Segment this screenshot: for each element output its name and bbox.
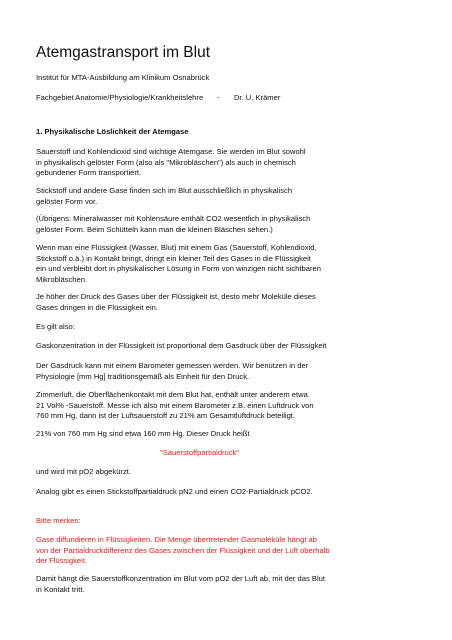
- text-line: Es gilt also:: [36, 322, 75, 331]
- paragraph: [36, 292, 316, 313]
- highlighted-term: [160, 448, 239, 459]
- text-line: Sauerstoff und Kohlendioxid sind wichtige Atemgase. Sie werden im Blut sowohl: [36, 147, 306, 156]
- text-line: Mikrobläschen.: [36, 274, 88, 284]
- text-line: Wenn man eine Flüssigkeit (Wasser, Blut) mit einem Gas (Sauerstoff, Kohlendioxid,: [36, 243, 317, 252]
- text-line: in physikalisch gelöster Form (also als "Mikrobläschen") als auch in chemisch: [36, 157, 296, 167]
- text-line: ein und verbleibt dort in physikalischer Lösung in Form von winzigen nicht sichtbaren: [36, 264, 321, 274]
- text-line: "Sauerstoffpartialdruck": [160, 448, 240, 457]
- text-line: Stickstoff und andere Gase finden sich im Blut ausschließlich in physikalisch: [36, 186, 293, 195]
- section-heading: 1. Physikalische Löslichkeit der Atemgase: [36, 127, 189, 136]
- paragraph: [36, 429, 250, 440]
- note-heading: [36, 516, 81, 527]
- paragraph: [36, 147, 306, 179]
- text-line: Damit hängt die Sauerstoffkonzentration im Blut vom pO2 der Luft ab, mit der das Blut: [36, 574, 325, 583]
- text-line: Bitte merken:: [36, 516, 81, 525]
- paragraph: [36, 341, 326, 352]
- document-title: Atemgastransport im Blut: [36, 44, 211, 61]
- text-line: von der Partialdruckdifferenz des Gases zwischen der Flüssigkeit und der Luft oberhalb: [36, 545, 330, 555]
- text-line: Gaskonzentration in der Flüssigkeit ist proportional dem Gasdruck über der Flüssigkeit: [36, 341, 327, 350]
- text-line: (Übrigens: Mineralwasser mit Kohlensäure enthält CO2 wesentlich in physikalisch: [36, 214, 311, 223]
- paragraph: [36, 214, 310, 235]
- text-line: Gase diffundieren in Flüssigkeiten. Die Menge übertretender Gasmoleküle hängt ab: [36, 535, 317, 544]
- text-line: und wird mit pO2 abgekürzt.: [36, 467, 131, 476]
- paragraph: [36, 467, 131, 478]
- department-line: [36, 93, 280, 102]
- text-line: Gases dringen in die Flüssigkeit ein.: [36, 302, 158, 312]
- paragraph: [36, 322, 75, 333]
- paragraph: [36, 243, 321, 285]
- text-line: Zimmerluft, die Oberflächenkontakt mit dem Blut hat, enthält unter anderem etwa: [36, 390, 308, 399]
- paragraph: [36, 186, 292, 207]
- department-field: Fachgebiet Anatomie/Physiologie/Krankheitslehre: [36, 93, 204, 102]
- department-author: Dr. U. Krämer: [233, 93, 281, 102]
- text-line: der Flüssigkeit.: [36, 556, 88, 566]
- paragraph: [36, 390, 314, 422]
- text-line: Analog gibt es einen Stickstoffpartialdruck pN2 und einen CO2-Partialdruck pCO2.: [36, 487, 313, 496]
- text-line: Physiologie [mm Hg] traditionsgemäß als Einheit für den Druck.: [36, 371, 250, 381]
- text-line: gelöster Form vor.: [36, 196, 98, 206]
- text-line: in Kontakt tritt.: [36, 584, 85, 594]
- text-line: Je höher der Druck des Gases über der Flüssigkeit ist, desto mehr Moleküle dieses: [36, 292, 316, 301]
- text-line: 760 mm Hg, dann ist der Luftsauerstoff zu 21% am Gesamtluftdruck beteiligt.: [36, 411, 296, 421]
- text-line: Der Gasdruck kann mit einem Barometer gemessen werden. Wir benutzen in der: [36, 361, 309, 370]
- text-line: gelöster Form. Beim Schütteln kann man die kleinen Bläschen sehen.): [36, 224, 273, 234]
- paragraph: [36, 361, 308, 382]
- text-line: gebundener Form transportiert.: [36, 168, 142, 178]
- institute-line: Institut für MTA-Ausbildung am Klinikum Osnabrück: [36, 73, 210, 82]
- note-paragraph: [36, 535, 330, 567]
- text-line: 21 Vol% -Sauerstoff. Messe ich also mit einem Barometer z.B. einen Luftdruck von: [36, 400, 314, 410]
- text-line: Stickstoff o.ä.) in Kontakt bringt, dringt ein kleiner Teil des Gases in die Flüssigkeit: [36, 253, 311, 263]
- department-separator: -: [217, 93, 220, 102]
- paragraph: [36, 574, 325, 595]
- text-line: 21% von 760 mm Hg sind etwa 160 mm Hg. Dieser Druck heißt: [36, 429, 250, 438]
- paragraph: [36, 487, 313, 498]
